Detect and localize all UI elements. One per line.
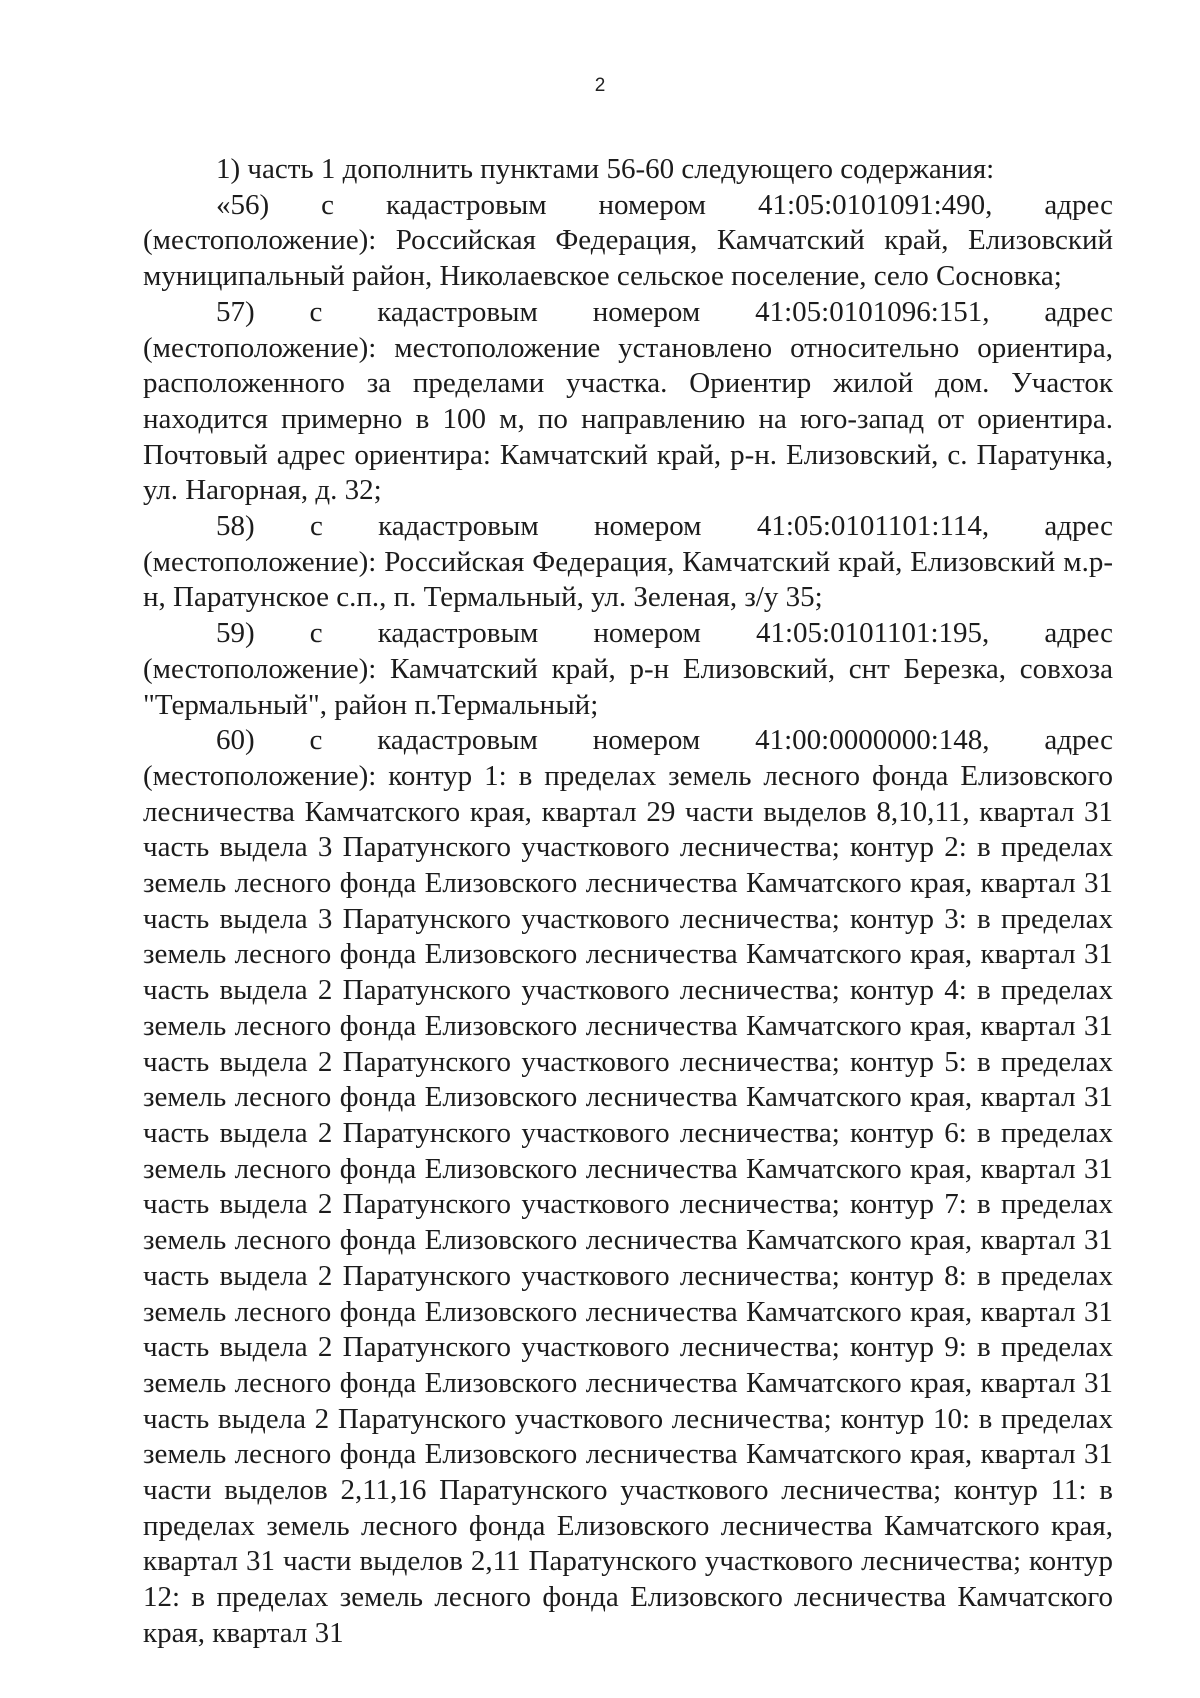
paragraph-item-56: «56) с кадастровым номером 41:05:0101091:490, адрес (местоположение): Российская Федерация, Камчатский край, Елизовский муниципальный район, Николаевское сельское поселение, село Сосновка; [143, 188, 1113, 293]
document-body [143, 152, 1113, 1652]
page-number: 2 [594, 75, 606, 96]
paragraph-item-58: 58) с кадастровым номером 41:05:0101101:114, адрес (местоположение): Российская Федерация, Камчатский край, Елизовский м.р-н, Паратунское с.п., п. Термальный, ул. Зеленая, з/у 35; [143, 510, 1113, 614]
paragraph-item-57: 57) с кадастровым номером 41:05:0101096:151, адрес (местоположение): местоположение установлено относительно ориентира, расположенного за пределами участка. Ориентир жилой дом. Участок находится примерно в 100 м, по направлению на юго-запад от ориентира. Почтовый адрес ориентира: Камчатский край, р-н. Елизовский, с. Паратунка, ул. Нагорная, д. 32; [143, 295, 1113, 507]
paragraph-item-60: 60) с кадастровым номером 41:00:0000000:148, адрес (местоположение): контур 1: в пределах земель лесного фонда Елизовского лесничества Камчатского края, квартал 29 части выделов 8,10,11, квартал 31 часть выдела 3 Паратунского участкового лесничества; контур 2: в пределах земель лесного фонда Елизовского лесничества Камчатского края, квартал 31 часть выдела 3 Паратунского участкового лесничества; контур 3: в пределах земель лесного фонда Елизовского лесничества Камчатского края, квартал 31 часть выдела 2 Паратунского участкового лесничества; контур 4: в пределах земель лесного фонда Елизовского лесничества Камчатского края, квартал 31 часть выдела 2 Паратунского участкового лесничества; контур 5: в пределах земель лесного фонда Елизовского лесничества Камчатского края, квартал 31 часть выдела 2 Паратунского участкового лесничества; контур 6: в пределах земель лесного фонда Елизовского лесничества Камчатского края, квартал 31 часть выдела 2 Паратунского участкового лесничества; контур 7: в пределах земель лесного фонда Елизовского лесничества Камчатского края, квартал 31 часть выдела 2 Паратунского участкового лесничества; контур 8: в пределах земель лесного фонда Елизовского лесничества Камчатского края, квартал 31 часть выдела 2 Паратунского участкового лесничества; контур 9: в пределах земель лесного фонда Елизовского лесничества Камчатского края, квартал 31 часть выдела 2 Паратунского участкового лесничества; контур 10: в пределах земель лесного фонда Елизовского лесничества Камчатского края, квартал 31 части выделов 2,11,16 Паратунского участкового лесничества; контур 11: в пределах земель лесного фонда Елизовского лесничества Камчатского края, квартал 31 части выделов 2,11 Паратунского участкового лесничества; контур 12: в пределах земель лесного фонда Елизовского лесничества Камчатского края, квартал 31 [143, 724, 1113, 1649]
paragraph-item-59: 59) с кадастровым номером 41:05:0101101:195, адрес (местоположение): Камчатский край, р-н Елизовский, снт Березка, совхоза "Термальный", район п.Термальный; [143, 617, 1113, 721]
paragraph-amendment-intro: 1) часть 1 дополнить пунктами 56-60 следующего содержания: [216, 153, 995, 185]
